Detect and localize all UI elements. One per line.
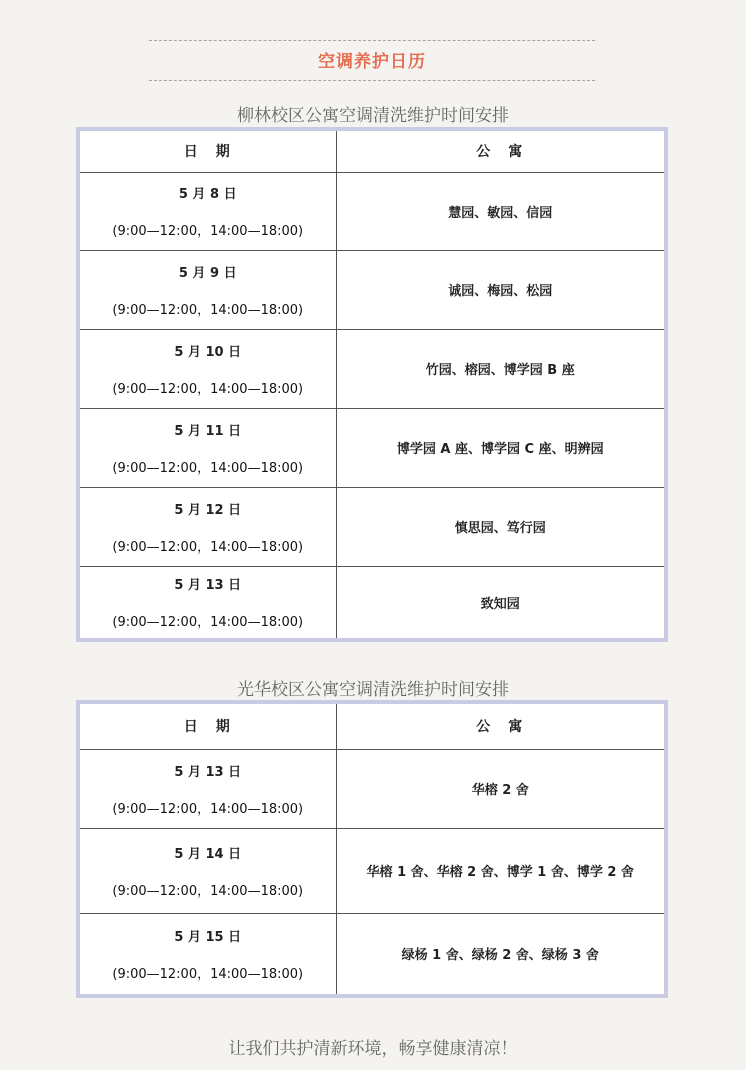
section-title-liulin: 柳林校区公寓空调清洗维护时间安排 <box>237 106 509 126</box>
schedule-table-guanghua <box>76 700 668 998</box>
time-text: (9:00—12:00，14:00—18:00) <box>112 224 304 239</box>
table-header-row <box>80 131 664 172</box>
time-text: (9:00—12:00，14:00—18:00) <box>112 460 304 476</box>
schedule-table-liulin <box>76 127 668 642</box>
table-row <box>80 408 664 487</box>
date-cell <box>80 749 336 828</box>
date-column-header: 日 期 <box>80 131 336 172</box>
apartment-cell: 华榕 1 舍、华榕 2 舍、博学 1 舍、博学 2 舍 <box>336 828 664 913</box>
page-title: 空调养护日历 <box>318 52 426 72</box>
time-text: (9:00—12:00，14:00—18:00) <box>112 883 304 899</box>
date-cell <box>80 408 336 487</box>
table-row <box>80 329 664 408</box>
date-cell <box>80 172 336 250</box>
date-text: 5 月 8 日 <box>178 187 237 202</box>
date-cell <box>80 828 336 913</box>
apartment-cell: 诚园、梅园、松园 <box>336 250 664 329</box>
table-header-row <box>80 704 664 749</box>
apartment-cell: 华榕 2 舍 <box>336 749 664 828</box>
time-text: (9:00—12:00，14:00—18:00) <box>112 966 304 982</box>
date-cell <box>80 329 336 408</box>
date-text: 5 月 14 日 <box>174 846 242 862</box>
table-row <box>80 250 664 329</box>
apartment-cell: 慎思园、笃行园 <box>336 487 664 566</box>
header-top-divider <box>149 40 595 41</box>
table-row <box>80 828 664 913</box>
date-text: 5 月 11 日 <box>174 423 242 439</box>
date-cell <box>80 250 336 329</box>
time-text: (9:00—12:00，14:00—18:00) <box>112 615 304 631</box>
table-row <box>80 749 664 828</box>
apartment-column-header: 公 寓 <box>336 704 664 749</box>
date-text: 5 月 13 日 <box>174 764 242 780</box>
apartment-column-header: 公 寓 <box>336 131 664 172</box>
apartment-cell: 慧园、敏园、信园 <box>336 172 664 250</box>
date-cell <box>80 566 336 638</box>
apartment-cell: 致知园 <box>336 566 664 638</box>
time-text: (9:00—12:00，14:00—18:00) <box>112 801 304 817</box>
table-row <box>80 487 664 566</box>
date-text: 5 月 15 日 <box>174 929 242 945</box>
table-row <box>80 566 664 638</box>
date-text: 5 月 10 日 <box>174 344 242 360</box>
footer-slogan: 让我们共护清新环境，畅享健康清凉！ <box>228 1039 518 1059</box>
date-cell <box>80 913 336 994</box>
date-text: 5 月 9 日 <box>178 265 237 281</box>
time-text: (9:00—12:00，14:00—18:00) <box>112 302 304 318</box>
apartment-cell: 博学园 A 座、博学园 C 座、明辨园 <box>336 408 664 487</box>
time-text: (9:00—12:00，14:00—18:00) <box>112 539 304 555</box>
date-cell <box>80 487 336 566</box>
date-text: 5 月 12 日 <box>174 502 242 518</box>
date-text: 5 月 13 日 <box>174 578 242 594</box>
apartment-cell: 绿杨 1 舍、绿杨 2 舍、绿杨 3 舍 <box>336 913 664 994</box>
schedule-table <box>80 131 664 638</box>
apartment-cell: 竹园、榕园、博学园 B 座 <box>336 329 664 408</box>
table-row <box>80 172 664 250</box>
section-title-guanghua: 光华校区公寓空调清洗维护时间安排 <box>237 680 509 700</box>
table-row <box>80 913 664 994</box>
header-bottom-divider <box>149 80 595 81</box>
date-column-header: 日 期 <box>80 704 336 749</box>
schedule-table <box>80 704 664 994</box>
time-text: (9:00—12:00，14:00—18:00) <box>112 381 304 397</box>
